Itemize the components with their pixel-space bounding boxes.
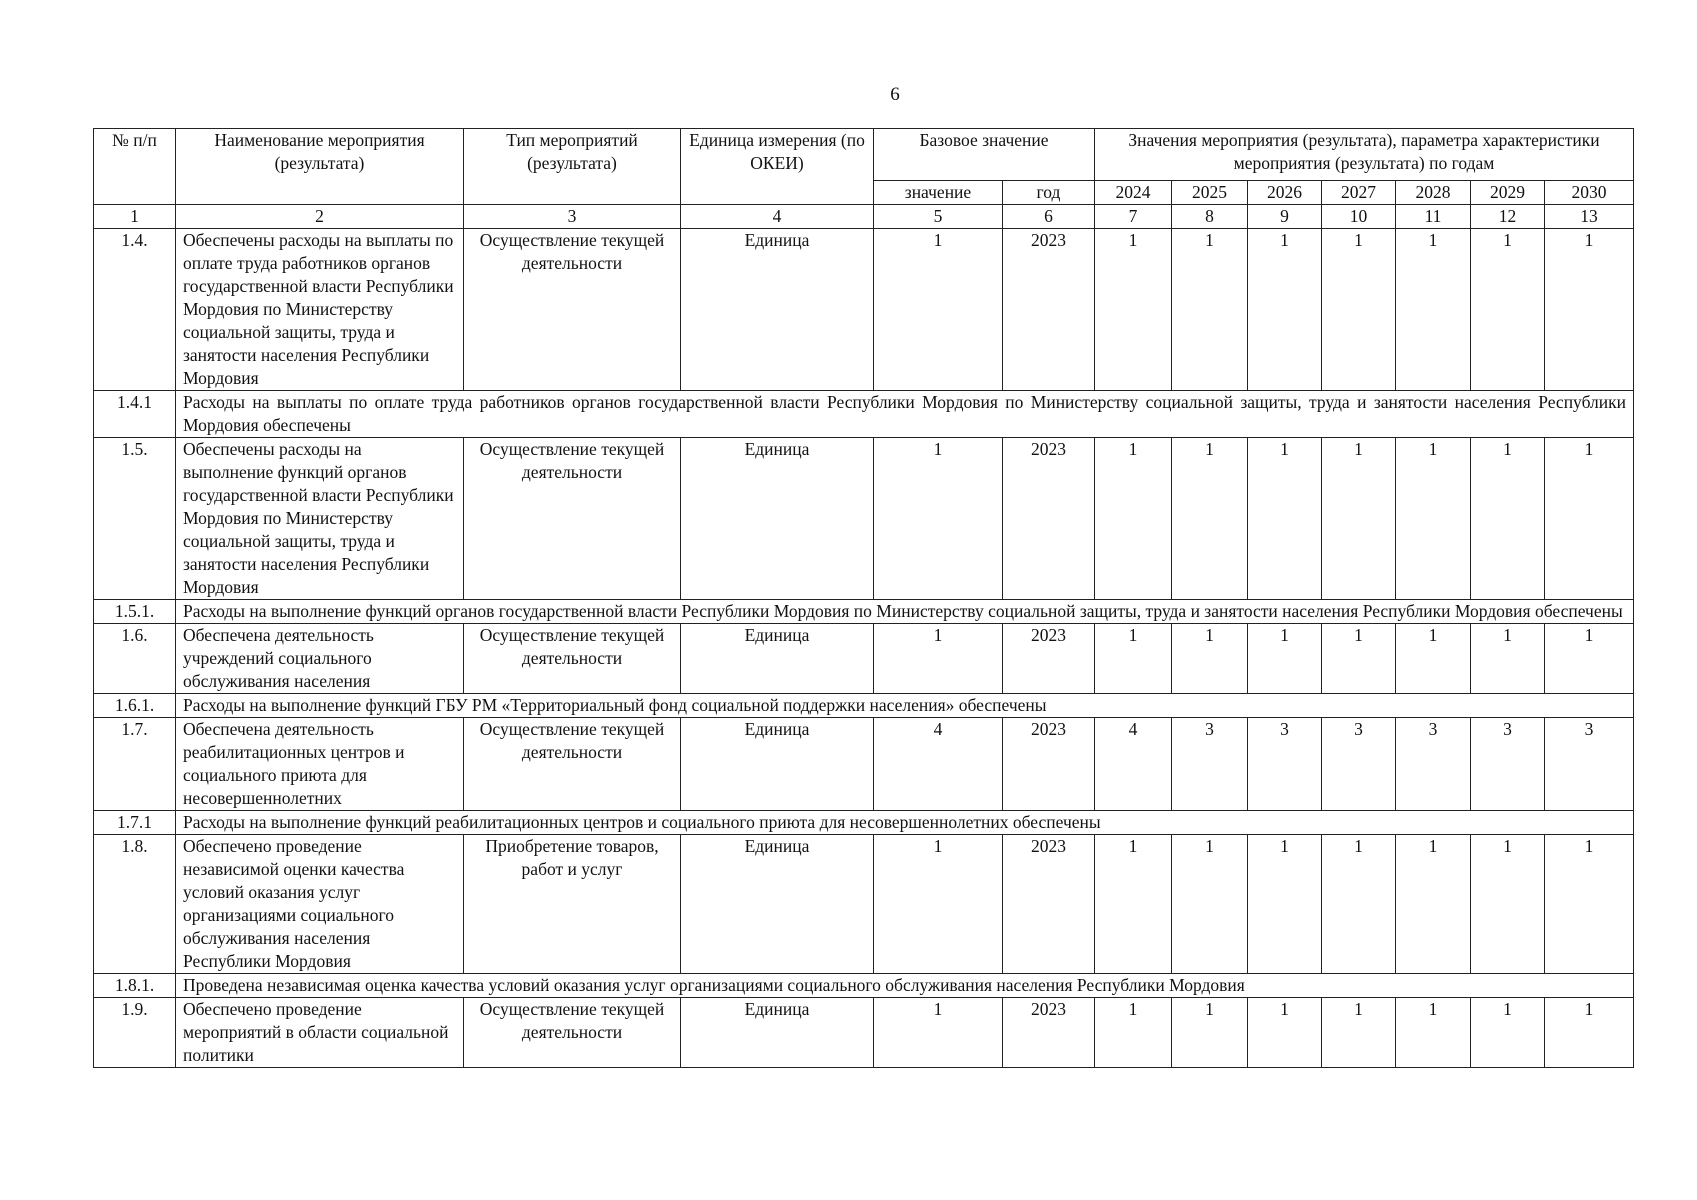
year-value: 1 xyxy=(1322,438,1396,600)
header-unit: Единица измерения (по ОКЕИ) xyxy=(681,129,874,205)
column-number: 8 xyxy=(1172,205,1248,229)
year-value: 1 xyxy=(1545,438,1634,600)
measure-name: Обеспечена деятельность реабилитационных центров и социального приюта для несовершеннолетних xyxy=(176,718,464,811)
measure-type: Осуществление текущей деятельности xyxy=(464,718,681,811)
base-value: 1 xyxy=(874,229,1003,391)
measure-unit: Единица xyxy=(681,624,874,694)
table-row xyxy=(94,835,1634,974)
measure-unit: Единица xyxy=(681,718,874,811)
base-year: 2023 xyxy=(1003,229,1095,391)
result-text: Расходы на выполнение функций ГБУ РМ «Территориальный фонд социальной поддержки населения» обеспечены xyxy=(176,694,1634,718)
table-row xyxy=(94,718,1634,811)
measure-unit: Единица xyxy=(681,998,874,1068)
column-number: 13 xyxy=(1545,205,1634,229)
result-row xyxy=(94,391,1634,438)
column-number: 9 xyxy=(1248,205,1322,229)
base-value: 1 xyxy=(874,835,1003,974)
header-values-group: Значения мероприятия (результата), параметра характеристики мероприятия (результата) по годам xyxy=(1095,129,1634,181)
measure-unit: Единица xyxy=(681,835,874,974)
header-base: Базовое значение xyxy=(874,129,1095,181)
year-value: 1 xyxy=(1396,229,1471,391)
table-row xyxy=(94,438,1634,600)
year-value: 1 xyxy=(1396,624,1471,694)
year-value: 1 xyxy=(1248,998,1322,1068)
header-year: 2024 xyxy=(1095,181,1172,205)
year-value: 1 xyxy=(1322,998,1396,1068)
base-year: 2023 xyxy=(1003,835,1095,974)
year-value: 1 xyxy=(1545,835,1634,974)
row-number: 1.6.1. xyxy=(94,694,176,718)
year-value: 1 xyxy=(1545,624,1634,694)
base-value: 4 xyxy=(874,718,1003,811)
year-value: 1 xyxy=(1471,229,1545,391)
column-number: 12 xyxy=(1471,205,1545,229)
row-number: 1.6. xyxy=(94,624,176,694)
year-value: 1 xyxy=(1322,229,1396,391)
header-base-value: значение xyxy=(874,181,1003,205)
result-row xyxy=(94,974,1634,998)
row-number: 1.4.1 xyxy=(94,391,176,438)
year-value: 1 xyxy=(1248,624,1322,694)
year-value: 1 xyxy=(1172,229,1248,391)
year-value: 1 xyxy=(1172,438,1248,600)
year-value: 1 xyxy=(1545,998,1634,1068)
year-value: 1 xyxy=(1095,438,1172,600)
year-value: 1 xyxy=(1471,998,1545,1068)
header-year: 2028 xyxy=(1396,181,1471,205)
year-value: 1 xyxy=(1545,229,1634,391)
header-name: Наименование мероприятия (результата) xyxy=(176,129,464,205)
year-value: 3 xyxy=(1248,718,1322,811)
result-text: Проведена независимая оценка качества условий оказания услуг организациями социального обслуживания населения Республики Мордовия xyxy=(176,974,1634,998)
measure-type: Осуществление текущей деятельности xyxy=(464,998,681,1068)
result-row xyxy=(94,600,1634,624)
year-value: 3 xyxy=(1545,718,1634,811)
column-number: 10 xyxy=(1322,205,1396,229)
row-number: 1.8.1. xyxy=(94,974,176,998)
row-number: 1.4. xyxy=(94,229,176,391)
page-number: 6 xyxy=(890,84,900,105)
base-value: 1 xyxy=(874,998,1003,1068)
year-value: 1 xyxy=(1471,438,1545,600)
year-value: 3 xyxy=(1322,718,1396,811)
year-value: 1 xyxy=(1095,998,1172,1068)
result-text: Расходы на выполнение функций реабилитационных центров и социального приюта для несовершеннолетних обеспечены xyxy=(176,811,1634,835)
base-year: 2023 xyxy=(1003,438,1095,600)
table-row xyxy=(94,229,1634,391)
year-value: 1 xyxy=(1172,835,1248,974)
header-year: 2026 xyxy=(1248,181,1322,205)
row-number: 1.5.1. xyxy=(94,600,176,624)
header-num: № п/п xyxy=(94,129,176,205)
measures-table xyxy=(93,128,1634,1068)
table-row xyxy=(94,624,1634,694)
year-value: 1 xyxy=(1248,835,1322,974)
year-value: 1 xyxy=(1095,624,1172,694)
header-base-year: год xyxy=(1003,181,1095,205)
measure-unit: Единица xyxy=(681,229,874,391)
measure-name: Обеспечены расходы на выполнение функций органов государственной власти Республики Мордовия по Министерству социальной защиты, труда и занятости населения Республики Мордовия xyxy=(176,438,464,600)
year-value: 1 xyxy=(1322,624,1396,694)
year-value: 1 xyxy=(1471,624,1545,694)
measure-name: Обеспечено проведение независимой оценки качества условий оказания услуг организациями социального обслуживания населения Республики Мордовия xyxy=(176,835,464,974)
column-number: 7 xyxy=(1095,205,1172,229)
header-year: 2027 xyxy=(1322,181,1396,205)
year-value: 1 xyxy=(1396,438,1471,600)
header-type: Тип мероприятий (результата) xyxy=(464,129,681,205)
result-row xyxy=(94,811,1634,835)
header-year: 2030 xyxy=(1545,181,1634,205)
measure-unit: Единица xyxy=(681,438,874,600)
column-number: 11 xyxy=(1396,205,1471,229)
year-value: 1 xyxy=(1396,998,1471,1068)
column-number: 3 xyxy=(464,205,681,229)
year-value: 1 xyxy=(1396,835,1471,974)
row-number: 1.9. xyxy=(94,998,176,1068)
header-year: 2025 xyxy=(1172,181,1248,205)
year-value: 1 xyxy=(1248,229,1322,391)
year-value: 1 xyxy=(1095,835,1172,974)
header-year: 2029 xyxy=(1471,181,1545,205)
year-value: 1 xyxy=(1172,998,1248,1068)
table-row xyxy=(94,998,1634,1068)
measure-type: Приобретение товаров, работ и услуг xyxy=(464,835,681,974)
base-value: 1 xyxy=(874,624,1003,694)
base-value: 1 xyxy=(874,438,1003,600)
measure-name: Обеспечена деятельность учреждений социального обслуживания населения xyxy=(176,624,464,694)
row-number: 1.7.1 xyxy=(94,811,176,835)
base-year: 2023 xyxy=(1003,998,1095,1068)
base-year: 2023 xyxy=(1003,718,1095,811)
table-body xyxy=(94,229,1634,1068)
measure-name: Обеспечено проведение мероприятий в области социальной политики xyxy=(176,998,464,1068)
row-number: 1.5. xyxy=(94,438,176,600)
column-number: 6 xyxy=(1003,205,1095,229)
year-value: 1 xyxy=(1322,835,1396,974)
year-value: 3 xyxy=(1396,718,1471,811)
year-value: 1 xyxy=(1471,835,1545,974)
measure-type: Осуществление текущей деятельности xyxy=(464,624,681,694)
result-row xyxy=(94,694,1634,718)
measure-type: Осуществление текущей деятельности xyxy=(464,229,681,391)
year-value: 1 xyxy=(1248,438,1322,600)
year-value: 4 xyxy=(1095,718,1172,811)
result-text: Расходы на выплаты по оплате труда работников органов государственной власти Республики Мордовия по Министерству социальной защиты, труда и занятости населения Республики Мордовия обеспечены xyxy=(176,391,1634,438)
column-number: 4 xyxy=(681,205,874,229)
column-number: 1 xyxy=(94,205,176,229)
year-value: 3 xyxy=(1471,718,1545,811)
year-value: 1 xyxy=(1172,624,1248,694)
base-year: 2023 xyxy=(1003,624,1095,694)
row-number: 1.8. xyxy=(94,835,176,974)
measure-name: Обеспечены расходы на выплаты по оплате труда работников органов государственной власти Республики Мордовия по Министерству социальной защиты, труда и занятости населения Республики Мордовия xyxy=(176,229,464,391)
column-number: 2 xyxy=(176,205,464,229)
row-number: 1.7. xyxy=(94,718,176,811)
year-value: 3 xyxy=(1172,718,1248,811)
measure-type: Осуществление текущей деятельности xyxy=(464,438,681,600)
year-value: 1 xyxy=(1095,229,1172,391)
column-number: 5 xyxy=(874,205,1003,229)
result-text: Расходы на выполнение функций органов государственной власти Республики Мордовия по Министерству социальной защиты, труда и занятости населения Республики Мордовия обеспечены xyxy=(176,600,1634,624)
